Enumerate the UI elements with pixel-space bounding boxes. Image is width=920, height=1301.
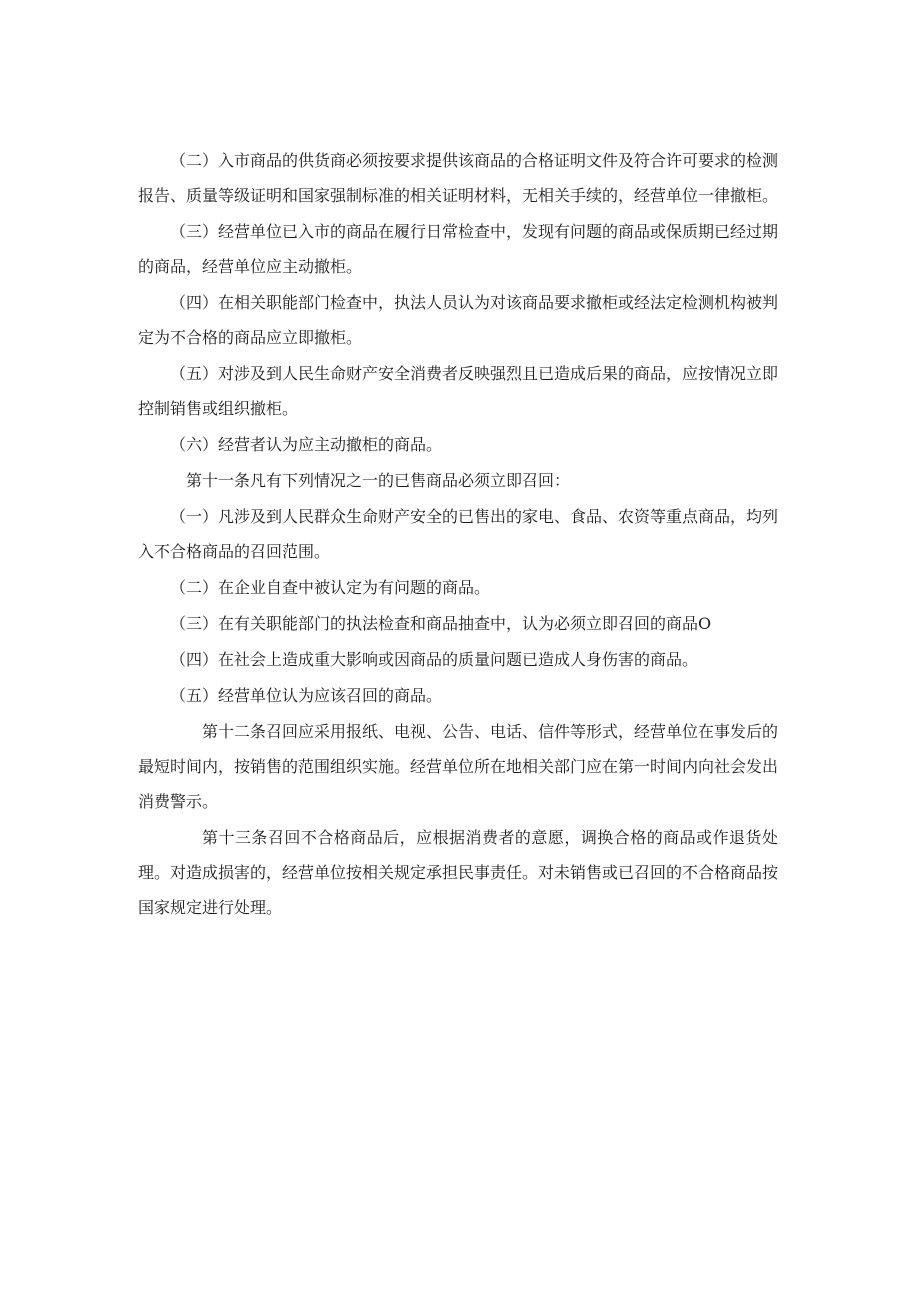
recall-item-2: （二）在企业自查中被认定为有问题的商品。 (170, 578, 491, 597)
paragraph-item-2: （二）入市商品的供货商必须按要求提供该商品的合格证明文件及符合许可要求的检测报告、质量等级证明和国家强制标准的相关证明材料，无相关手续的，经营单位一律撤柜。 (138, 151, 779, 205)
paragraph-item-5: （五）对涉及到人民生命财产安全消费者反映强烈且已造成后果的商品，应按情况立即控制销售或组织撤柜。 (138, 364, 779, 418)
article-11-heading: 第十一条凡有下列情况之一的已售商品必须立即召回： (186, 471, 571, 490)
recall-item-3: （三）在有关职能部门的执法检查和商品抽查中，认为必须立即召回的商品O (170, 614, 712, 633)
recall-item-1: （一）凡涉及到人民群众生命财产安全的已售出的家电、食品、农资等重点商品，均列入不合格商品的召回范围。 (138, 507, 779, 561)
article-13: 第十三条召回不合格商品后，应根据消费者的意愿，调换合格的商品或作退货处理。对造成损害的，经营单位按相关规定承担民事责任。对未销售或已召回的不合格商品按国家规定进行处理。 (138, 828, 779, 917)
article-12: 第十二条召回应采用报纸、电视、公告、电话、信件等形式，经营单位在事发后的最短时间内，按销售的范围组织实施。经营单位所在地相关部门应在第一时间内向社会发出消费警示。 (138, 722, 779, 811)
paragraph-item-4: （四）在相关职能部门检查中，执法人员认为对该商品要求撤柜或经法定检测机构被判定为不合格的商品应立即撤柜。 (138, 293, 779, 347)
paragraph-item-6: （六）经营者认为应主动撤柜的商品。 (170, 435, 443, 454)
document-body (138, 143, 778, 926)
recall-item-4: （四）在社会上造成重大影响或因商品的质量问题已造成人身伤害的商品。 (170, 650, 699, 669)
paragraph-item-3: （三）经营单位已入市的商品在履行日常检查中，发现有问题的商品或保质期已经过期的商品，经营单位应主动撤柜。 (138, 222, 779, 276)
recall-item-5: （五）经营单位认为应该召回的商品。 (170, 686, 443, 705)
